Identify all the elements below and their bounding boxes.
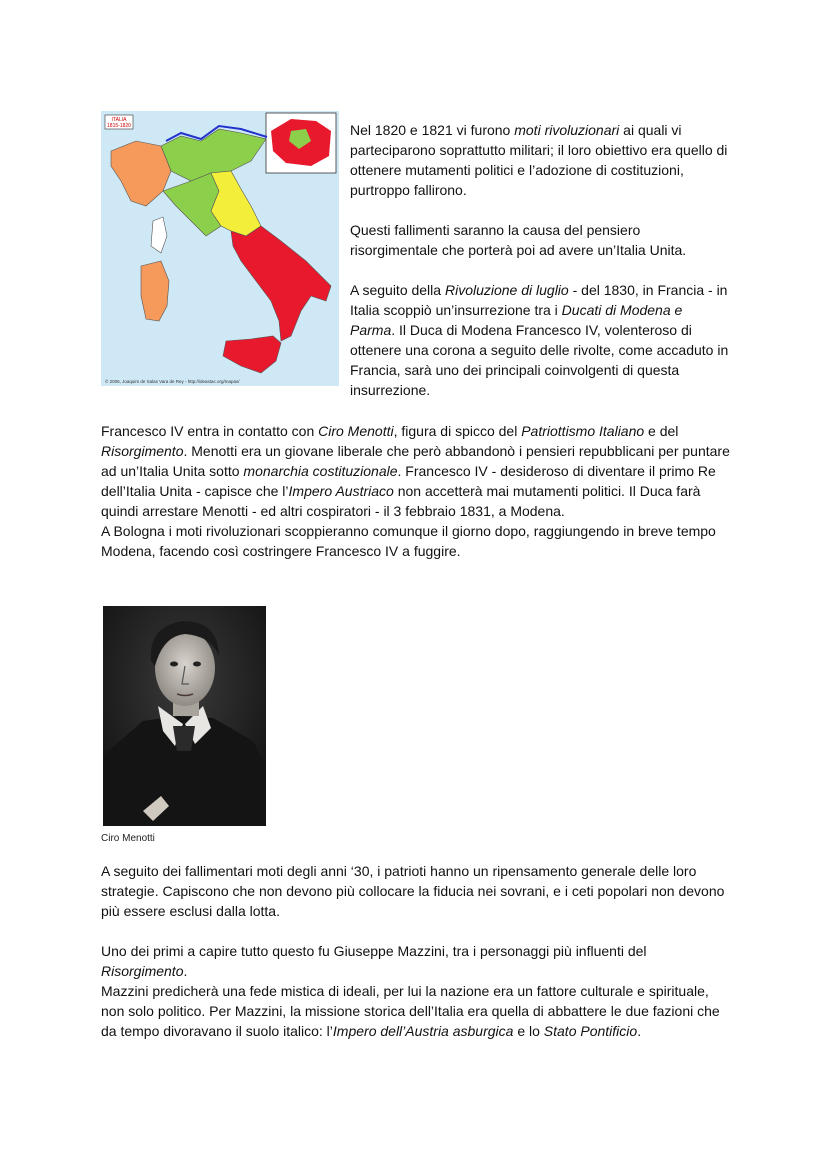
portrait-caption: Ciro Menotti xyxy=(101,833,155,844)
bologna-paragraph: A Bologna i moti rivoluzionari scoppieranno comunque il giorno dopo, raggiungendo in breve tempo Modena, facendo così costringere Francesco IV a fuggire. xyxy=(101,523,716,559)
intro-paragraph-2: Questi fallimenti saranno la causa del pensiero risorgimentale che porterà poi ad avere un’Italia Unita. xyxy=(350,222,687,258)
portrait-graphic xyxy=(103,606,266,826)
strategy-section xyxy=(101,861,731,921)
svg-text:1815-1820: 1815-1820 xyxy=(107,123,131,129)
mazzini-mission-paragraph: Mazzini predicherà una fede mistica di ideali, per lui la nazione era un fattore culturale e spirituale, non solo politico. Per Mazzini, la missione storica dell’Italia era quella di abbattere le due fazioni che da tempo divoravano il suolo italico: l’Impero dell’Austria asburgica e lo Stato Pontificio. xyxy=(101,983,720,1039)
intro-column xyxy=(350,120,730,420)
italy-map-image xyxy=(101,111,339,386)
mazzini-intro-paragraph: Uno dei primi a capire tutto questo fu Giuseppe Mazzini, tra i personaggi più influenti del Risorgimento. xyxy=(101,943,647,979)
ciro-menotti-portrait xyxy=(103,606,266,826)
menotti-section xyxy=(101,421,731,561)
svg-text:© 2006, Joaquim de Salas Vara: © 2006, Joaquim de Salas Vara de Rey - http://ideastac.org/mapas/ xyxy=(105,379,240,384)
mazzini-section xyxy=(101,941,731,1041)
strategy-paragraph: A seguito dei fallimentari moti degli anni ‘30, i patrioti hanno un ripensamento generale delle loro strategie. Capiscono che non devono più collocare la fiducia nei sovrani, e i ceti popolari non devono più essere esclusi dalla lotta. xyxy=(101,863,725,919)
italy-map-graphic xyxy=(101,111,339,386)
svg-text:ITALIA: ITALIA xyxy=(111,117,127,123)
intro-paragraph-1: Nel 1820 e 1821 vi furono moti rivoluzionari ai quali vi parteciparono soprattutto militari; il loro obiettivo era quello di ottenere mutamenti politici e l’adozione di costituzioni, purtroppo fallirono. xyxy=(350,122,728,198)
intro-paragraph-3: A seguito della Rivoluzione di luglio - del 1830, in Francia - in Italia scoppiò un’insurrezione tra i Ducati di Modena e Parma. Il Duca di Modena Francesco IV, volenteroso di ottenere una corona a seguito delle rivolte, come accaduto in Francia, sarà uno dei principali coinvolgenti di questa insurrezione. xyxy=(350,282,729,398)
menotti-paragraph: Francesco IV entra in contatto con Ciro Menotti, figura di spicco del Patriottismo Italiano e del Risorgimento. Menotti era un giovane liberale che però abbandonò i pensieri repubblicani per puntare ad un’Italia Unita sotto monarchia costituzionale. Francesco IV - desideroso di diventare il primo Re dell’Italia Unita - capisce che l’Impero Austriaco non accetterà mai mutamenti politici. Il Duca farà quindi arrestare Menotti - ed altri cospiratori - il 3 febbraio 1831, a Modena. xyxy=(101,423,730,519)
